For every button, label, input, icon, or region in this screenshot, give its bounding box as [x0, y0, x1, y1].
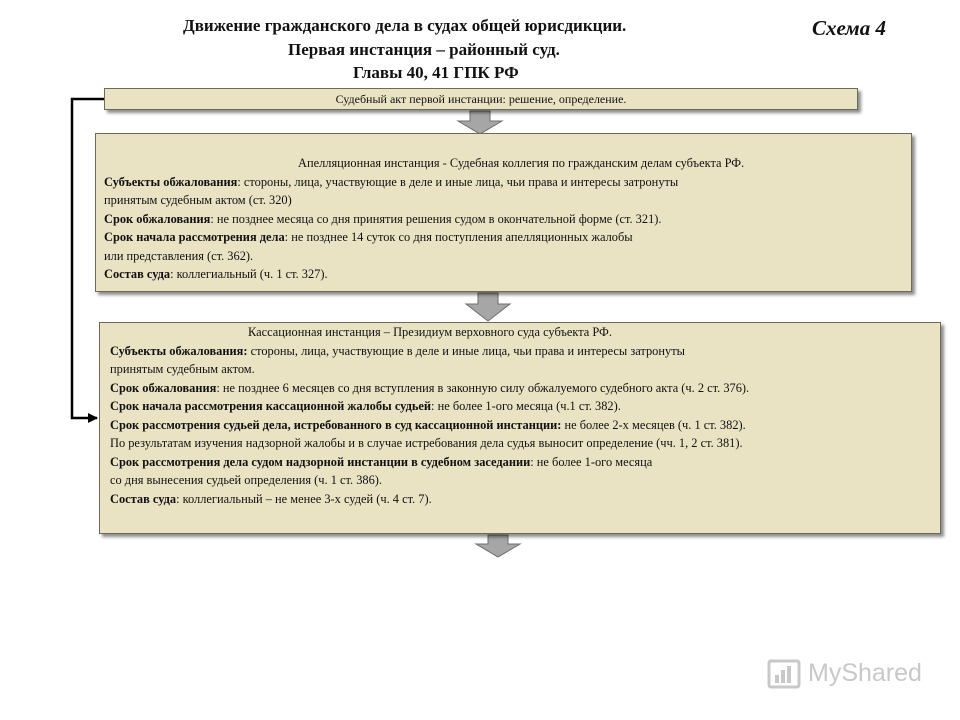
- cassation-composition-text: : коллегиальный – не менее 3-х судей (ч. 4 ст. 7).: [176, 491, 432, 506]
- first-instance-text: Судебный акт первой инстанции: решение, определение.: [335, 92, 627, 106]
- down-arrow-1: [458, 111, 502, 134]
- appeal-review-row-2: или представления (ст. 362).: [104, 248, 254, 263]
- cassation-subjects-row: [110, 342, 932, 361]
- appeal-heading: Апелляционная инстанция - Судебная коллегия по гражданским делам субъекта РФ.: [298, 156, 745, 170]
- cassation-subjects-row-2: принятым судебным актом.: [110, 362, 255, 376]
- cassation-instance-box: [99, 322, 941, 534]
- cassation-result-row: По результатам изучения надзорной жалобы и в случае истребования дела судья выносит определение (чч. 1, 2 ст. 381).: [110, 436, 743, 450]
- myshared-watermark: [766, 655, 931, 695]
- appeal-composition-row: [104, 265, 903, 284]
- cassation-session-row: [110, 453, 932, 472]
- cassation-start-row: [110, 397, 932, 416]
- cassation-subjects-text: стороны, лица, участвующие в деле и иные лица, чьи права и интересы затронуты: [247, 343, 685, 358]
- cassation-session-label: Срок рассмотрения дела судом надзорной инстанции в судебном заседании: [110, 454, 531, 469]
- appeal-subjects-label: Субъекты обжалования: [104, 174, 238, 189]
- cassation-composition-row: [110, 490, 932, 509]
- cassation-term-label: Срок обжалования: [110, 380, 217, 395]
- down-arrow-2: [466, 293, 510, 321]
- cassation-heading: Кассационная инстанция – Президиум верховного суда субъекта РФ.: [248, 325, 612, 339]
- diagram-title-line-2: Первая инстанция – районный суд.: [288, 40, 560, 59]
- appeal-subjects-text: : стороны, лица, участвующие в деле и иные лица, чьи права и интересы затронуты: [237, 174, 679, 189]
- scheme-label: Схема 4: [812, 16, 886, 40]
- cassation-term-row: [110, 379, 932, 398]
- presentation-icon: [766, 655, 806, 695]
- first-instance-box: [104, 88, 858, 110]
- appeal-review-text: : не позднее 14 суток со дня поступления апелляционных жалобы: [284, 230, 633, 244]
- cassation-demanded-row: [110, 416, 932, 435]
- appeal-composition-label: Состав суда: [104, 267, 171, 281]
- cassation-composition-label: Состав суда: [110, 491, 177, 506]
- appeal-subjects-row-2: принятым судебным актом (ст. 320): [104, 193, 292, 207]
- cassation-term-text: : не позднее 6 месяцев со дня вступления в законную силу обжалуемого судебного акта (ч. 2 ст. 376).: [216, 380, 750, 395]
- diagram-title-line-1: Движение гражданского дела в судах общей юрисдикции.: [183, 16, 627, 35]
- appeal-term-row: [104, 210, 903, 229]
- appeal-review-label: Срок начала рассмотрения дела: [104, 230, 285, 244]
- appeal-subjects-row: [104, 173, 903, 192]
- cassation-start-label: Срок начала рассмотрения кассационной жалобы судьей: [110, 399, 432, 413]
- appeal-term-label: Срок обжалования: [104, 211, 211, 226]
- cassation-subjects-label: Субъекты обжалования:: [110, 343, 248, 358]
- watermark-brand: MyShared: [808, 659, 922, 687]
- appeal-term-text: : не позднее месяца со дня принятия решения судом в окончательной форме (ст. 321).: [210, 211, 662, 226]
- appeal-composition-text: : коллегиальный (ч. 1 ст. 327).: [170, 267, 328, 281]
- cassation-start-text: : не более 1-ого месяца (ч.1 ст. 382).: [431, 399, 621, 413]
- appeal-instance-box: [95, 133, 912, 292]
- cassation-session-row-2: со дня вынесения судьей определения (ч. 1 ст. 386).: [110, 473, 383, 487]
- cassation-demanded-text: не более 2-х месяцев (ч. 1 ст. 382).: [561, 417, 746, 432]
- diagram-title-line-3: Главы 40, 41 ГПК РФ: [353, 63, 519, 82]
- appeal-review-row: [104, 228, 903, 247]
- cassation-session-text: : не более 1-ого месяца: [530, 454, 653, 469]
- cassation-demanded-label: Срок рассмотрения судьей дела, истребованного в суд кассационной инстанции:: [110, 417, 562, 432]
- down-arrow-3: [476, 535, 520, 557]
